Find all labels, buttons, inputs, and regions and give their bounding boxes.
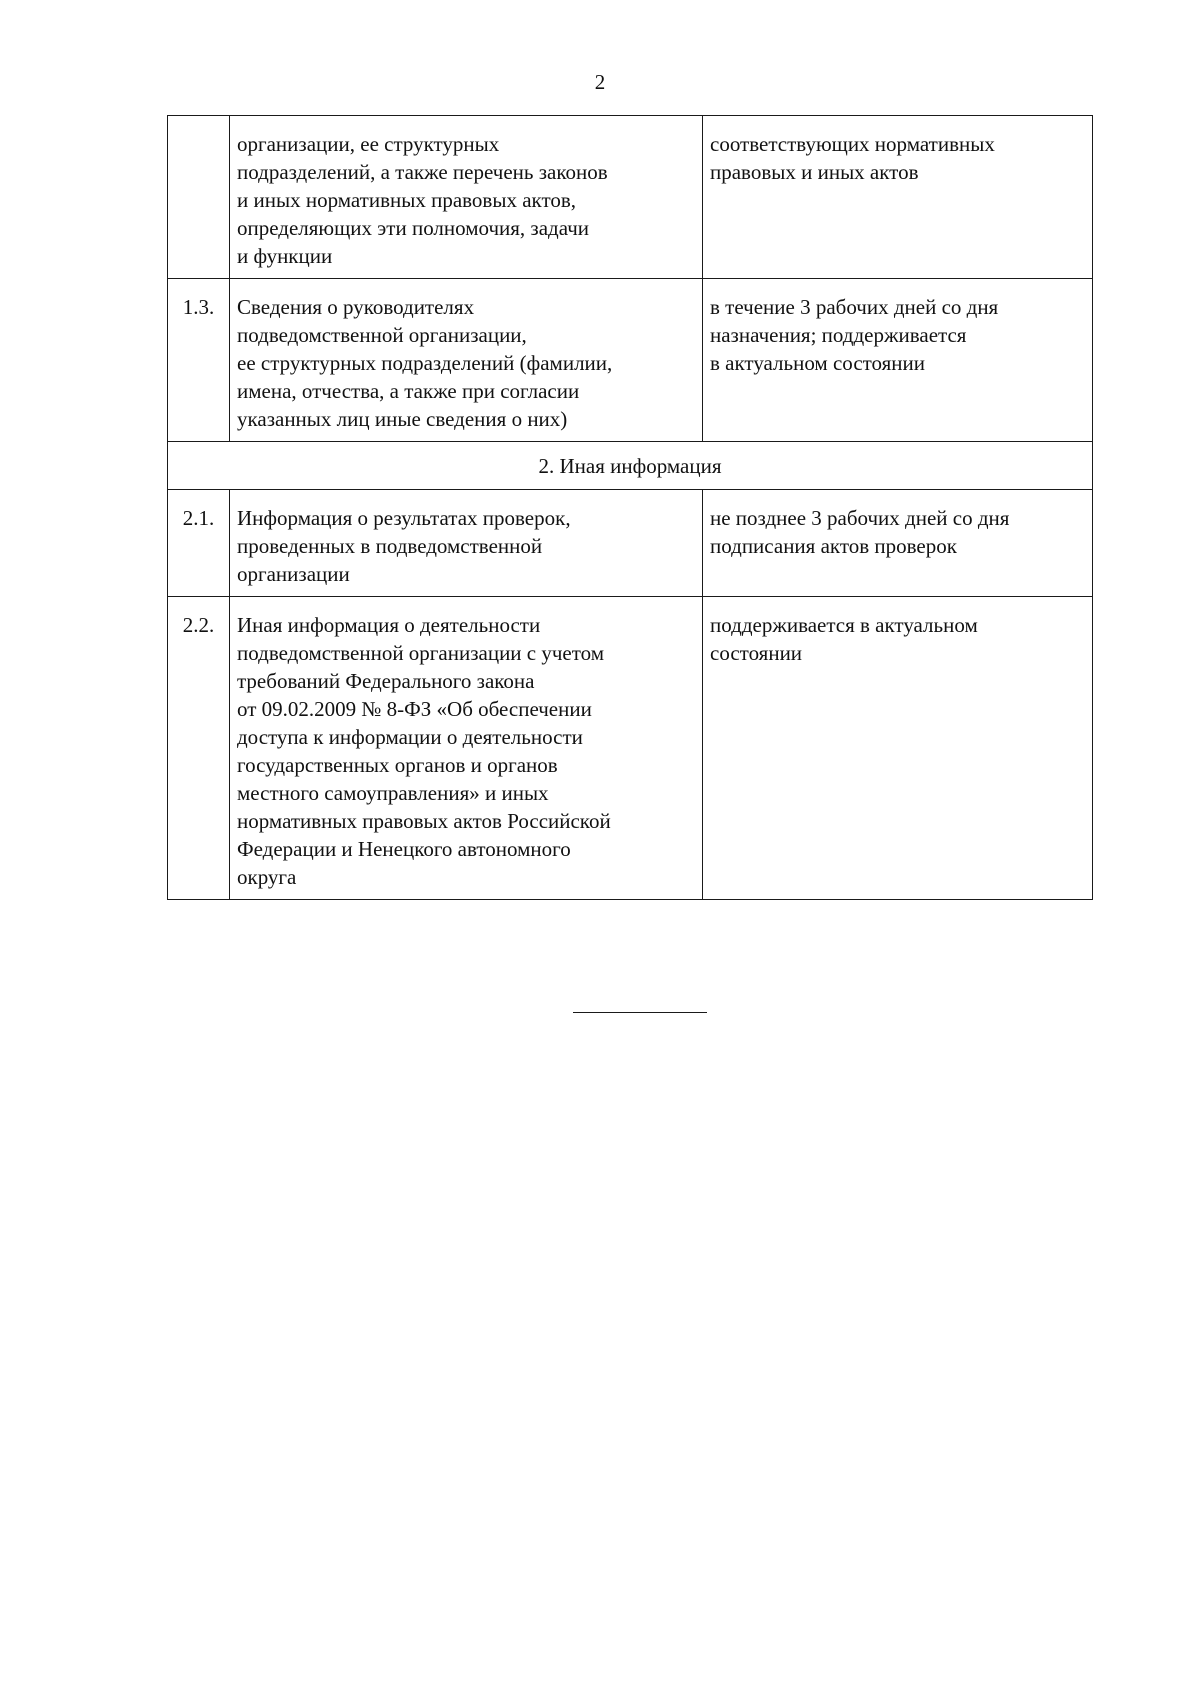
info-line: и иных нормативных правовых актов, xyxy=(237,188,577,212)
term-line: подписания актов проверок xyxy=(710,534,957,558)
info-line: проведенных в подведомственной xyxy=(237,534,543,558)
info-line: и функции xyxy=(237,244,333,268)
info-line: Информация о результатах проверок, xyxy=(237,506,571,530)
info-cell xyxy=(230,116,703,279)
info-line: Иная информация о деятельности xyxy=(237,613,541,637)
term-line: правовых и иных актов xyxy=(710,160,919,184)
term-cell xyxy=(703,597,1093,900)
info-line: организации xyxy=(237,562,350,586)
term-line: состоянии xyxy=(710,641,803,665)
info-line: определяющих эти полномочия, задачи xyxy=(237,216,590,240)
term-line: назначения; поддерживается xyxy=(710,323,967,347)
row-number-cell: 2.2. xyxy=(168,597,230,900)
info-line: округа xyxy=(237,865,297,889)
term-cell xyxy=(703,116,1093,279)
info-line: Федерации и Ненецкого автономного xyxy=(237,837,571,861)
term-line: не позднее 3 рабочих дней со дня xyxy=(710,506,1010,530)
info-line: подразделений, а также перечень законов xyxy=(237,160,608,184)
page-number: 2 xyxy=(594,70,606,94)
term-line: поддерживается в актуальном xyxy=(710,613,978,637)
info-line: ее структурных подразделений (фамилии, xyxy=(237,351,613,375)
table-row-2-1 xyxy=(168,490,1093,597)
info-line: местного самоуправления» и иных xyxy=(237,781,549,805)
info-line: нормативных правовых актов Российской xyxy=(237,809,611,833)
term-line: в актуальном состоянии xyxy=(710,351,926,375)
section-title: 2. Иная информация xyxy=(168,442,1093,490)
row-number-cell: 1.3. xyxy=(168,279,230,442)
info-line: доступа к информации о деятельности xyxy=(237,725,583,749)
end-of-document-rule xyxy=(573,1012,707,1013)
row-number-cell: 2.1. xyxy=(168,490,230,597)
table-row-continuation xyxy=(168,116,1093,279)
table-row-2-2 xyxy=(168,597,1093,900)
term-line: в течение 3 рабочих дней со дня xyxy=(710,295,999,319)
section-header-row xyxy=(168,442,1093,490)
term-line: соответствующих нормативных xyxy=(710,132,995,156)
info-line: имена, отчества, а также при согласии xyxy=(237,379,580,403)
row-number-cell xyxy=(168,116,230,279)
info-line: требований Федерального закона xyxy=(237,669,535,693)
info-line: подведомственной организации, xyxy=(237,323,527,347)
term-cell xyxy=(703,279,1093,442)
table-row-1-3 xyxy=(168,279,1093,442)
info-line: указанных лиц иные сведения о них) xyxy=(237,407,568,431)
info-line: государственных органов и органов xyxy=(237,753,558,777)
info-line: Сведения о руководителях xyxy=(237,295,475,319)
info-cell xyxy=(230,597,703,900)
disclosure-table xyxy=(167,115,1093,900)
info-cell xyxy=(230,279,703,442)
info-line: организации, ее структурных xyxy=(237,132,500,156)
term-cell xyxy=(703,490,1093,597)
info-cell xyxy=(230,490,703,597)
info-line: подведомственной организации с учетом xyxy=(237,641,605,665)
info-line: от 09.02.2009 № 8-ФЗ «Об обеспечении xyxy=(237,697,592,721)
